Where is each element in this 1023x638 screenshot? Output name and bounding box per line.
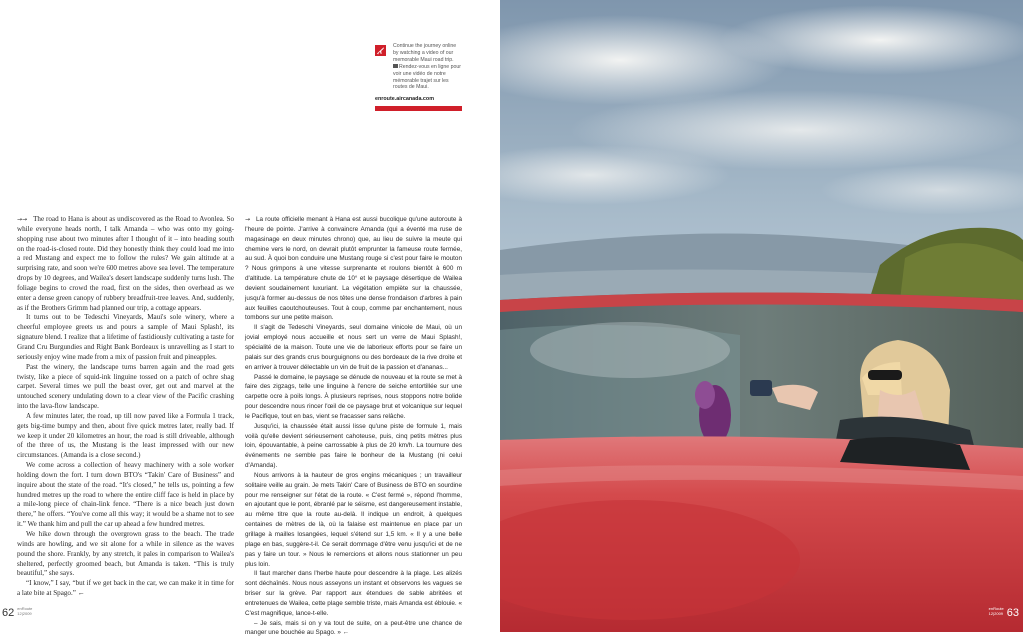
paragraph: “I know,” I say, “but if we get back in the car, we can make it in time for a late bite at Spago.” ← — [17, 579, 234, 598]
folio-magazine-info: enRoute 12|2009 — [17, 606, 33, 616]
paragraph: Jusqu'ici, la chaussée était aussi lisse qu'une piste de formule 1, mais voilà qu'elle devient sérieusement cahoteuse, puis, cinq petits mètres plus loin, épouvantable, à peine carrossable à plus de 20 km/h. La tournure des événements ne semble pas faire le bonheur de la Mustang (ni celui d'Amanda). — [245, 422, 462, 470]
paragraph: We come across a collection of heavy machinery with a sole worker holding down the fort. I turn down BTO's “Takin' Care of Business” and inquire about the state of the road. “It's closed,” he tells us, pointing a few hundred metres up the road to where the entire cliff face is held in place by a mile-long piece of chain-link fence. “There is a nice beach just down there,” he offers. “You've come all this way; it would be a shame not to see it.” We thank him and pull the car up ahead a few hundred metres. — [17, 461, 234, 529]
paragraph: It turns out to be Tedeschi Vineyards, Maui's sole winery, where a cheerful employee greets us and pours a sample of Maui Splash!, its signature blend. I realize that a lifetime of fastidiously cultivating a taste for Grand Cru Burgundies and Right Bank Bordeaux is unravelling as I start to seriously enjoy wine made from a mix of passion fruit and pineapples. — [17, 313, 234, 361]
continued-arrow-icon: → — [245, 216, 251, 223]
video-icon — [393, 64, 398, 68]
promo-accent-bar — [375, 106, 462, 111]
paragraph: Il s'agit de Tedeschi Vineyards, seul domaine vinicole de Maui, où un jovial employé nous accueille et nous sert un verre de Maui Splash!, spécialité de la maison. Toute une vie de laborieux efforts pour se faire un palais sur des grands crus bourguignons ou des bordeaux de la rive droite et en arriver à trouver délectable un vin de fruit de la passion et d'ananas... — [245, 324, 462, 371]
paragraph: Passé le domaine, le paysage se dénude de nouveau et la route se met à faire des zigzags, telle une linguine à l'encre de seiche entortillée sur une carpette ocre à poils longs. À plusieurs reprises, nous stoppons notre bolide pour descendre nous rincer l'œil de ce paysage brut et volcanique sur lequel le Pacifique, tout en bas, vient se fracasser sans relâche. — [245, 373, 462, 420]
promo-text-en: Continue the journey online by watching a video of our memorable Maui road trip. — [393, 43, 457, 63]
article-column-english — [17, 215, 234, 599]
folio-left — [2, 603, 35, 621]
page-number-right: 63 — [1006, 607, 1019, 619]
paragraph: Il faut marcher dans l'herbe haute pour descendre à la plage. Les alizés sont déchaînés. Nous nous asseyons un instant et observons les vagues se briser sur la grève. Par rapport aux étendues de sable abritées et entretenues de Wailea, cette plage semble triste, mais Amanda est éblouie. « C'est magnifique, lance-t-elle. — [245, 570, 462, 617]
promo-url-link[interactable]: enroute.aircanada.com — [375, 96, 435, 103]
convertible-photo — [500, 0, 1023, 632]
promo-text-fr-body: Rendez-vous en ligne pour voir une vidéo de notre mémorable trajet sur les routes de Maui. — [393, 63, 462, 91]
page-number-left: 62 — [2, 607, 15, 619]
promo-text-fr — [393, 64, 462, 92]
paragraph: We hike down through the overgrown grass to the beach. The trade winds are howling, and we sit alone for a while in silence as the waves pound the shore. Frankly, by any stretch, it pales in comparison to Wailea's sheltered, perfectly groomed beach, but Amanda is taken. “This is truly beautiful,” she says. — [17, 530, 234, 578]
airplane-icon — [375, 45, 386, 56]
continued-arrows-icon: →→ — [17, 216, 28, 223]
paragraph: A few minutes later, the road, up till now paved like a Formula 1 track, gets big-time bumpy and then, about five quick metres later, really bad. If we keep it under 20 kilometres an hour, the road is still driveable, although of the three of us, the Mustang is the least impressed with our new circumstances. (Amanda is a close second.) — [17, 411, 234, 460]
folio-magazine-info: enRoute 12|2009 — [988, 606, 1004, 616]
online-promo-box — [375, 43, 462, 111]
paragraph: – Je sais, mais si on y va tout de suite, on a peut-être une chance de manger une bouchée au Spago. » ← — [245, 619, 462, 637]
paragraph: → La route officielle menant à Hana est aussi bucolique qu'une autoroute à l'heure de pointe. J'arrive à convaincre Amanda (qui a éventé ma ruse de magasinage en deux minutes chrono) que, au lieu de suivre la meute qui chemine vers le nord, on devrait plutôt emprunter la fameuse route fermée, au sud. À quoi bon conduire une Mustang rouge si c'est pour faire le mouton ? Nous grimpons à une vitesse surprenante et roulons bientôt à 600 m d'altitude. La température chute de 10° et le paysage désertique de Wailea devient soudainement luxuriant. La végétation empiète sur la chaussée, jusqu'à former au-dessus de nos têtes une dense frondaison d'arbres à pain aux feuilles caoutchouteuses. Tout à coup, comme par enchantement, nous tombons sur une petite maison. — [245, 216, 462, 322]
paragraph: →→ The road to Hana is about as undiscovered as the Road to Avonlea. So while everyone heads north, I talk Amanda – who was onto my going-shopping ruse about two minutes after I thought of it – into heading south on the road-is-closed route. Did they honestly think they could load me into a red Mustang and expect me to follow the rules? We gain altitude at a surprising rate, and soon we're 600 metres above sea level. The temperature drops by 10 degrees, and Wailea's desert landscape suddenly turns lush. The foliage begins to crowd the road, first on the sides, then overhead as we enter a dense green canopy of rubbery breadfruit-tree leaves. And, suddenly, as if the Brothers Grimm had planned our trip, a cottage appears. — [17, 215, 234, 312]
paragraph: Past the winery, the landscape turns barren again and the road gets twisty, like a piece of squid-ink linguine tossed on a patch of ochre shag carpet. Several times we pull the beast over, get out and marvel at the untouched scenery undulating down to a clear view of the Pacific crashing into the lava-flow landscape. — [17, 362, 234, 411]
paragraph: Nous arrivons à la hauteur de gros engins mécaniques ; un travailleur solitaire veille au grain. Je mets Takin' Care of Business de BTO en sourdine pour me renseigner sur l'état de la route. « C'est fermé », répond l'homme, en ajoutant que le pont, ébranlé par le séisme, est dangereusement instable, au même titre que la route au-delà. Il indique un endroit, à quelques centaines de mètres de là, où la falaise est maintenue en place par un grillage à mailles losangées, lequel s'étend sur 1,5 km. « Il y a une belle plage en bas, suggère-t-il. Ce serait dommage d'être venu jusqu'ici et de ne pas y faire un tour. » Nous le remercions et allons nous stationner un peu plus loin. — [245, 471, 462, 568]
left-page — [0, 0, 500, 637]
article-column-french — [245, 215, 462, 638]
folio-right — [986, 603, 1019, 621]
